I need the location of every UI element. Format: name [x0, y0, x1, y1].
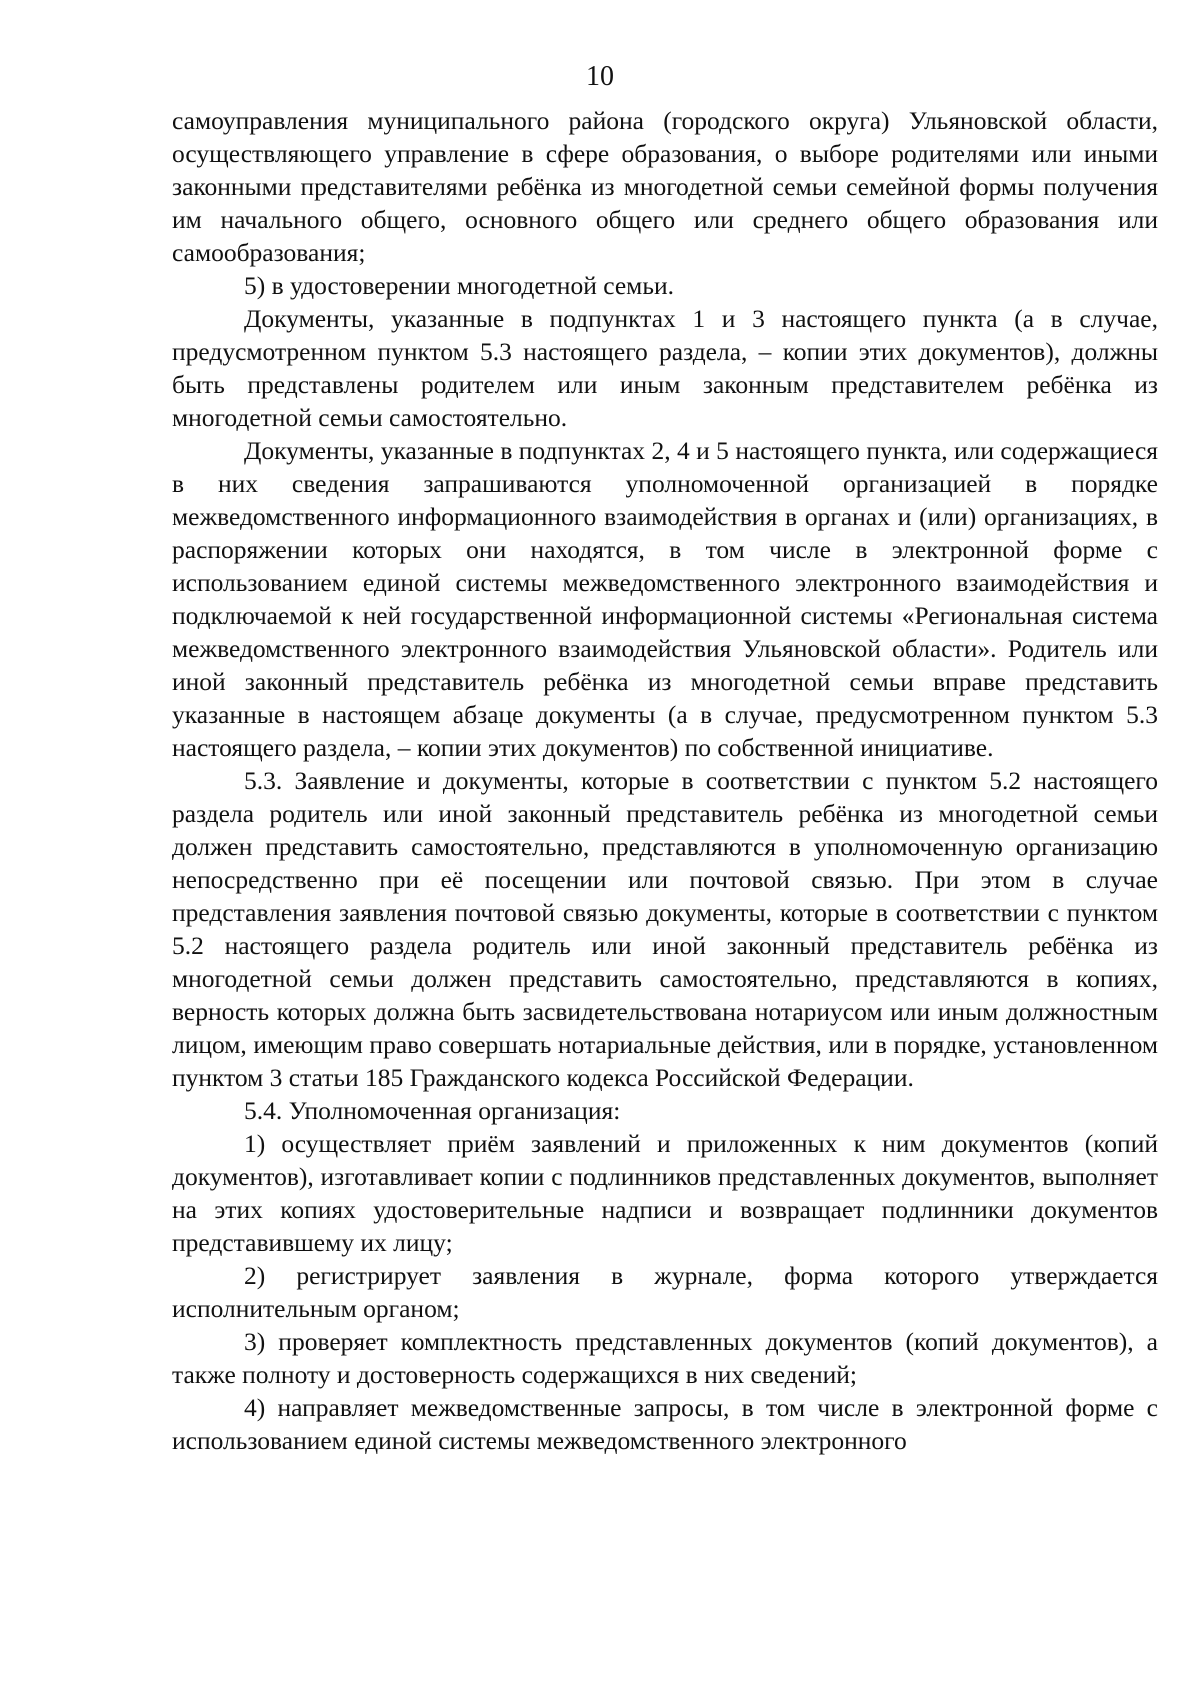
page-number: 10	[586, 61, 614, 92]
paragraph-section-5-4-item-3: 3) проверяет комплектность представленных документов (копий документов), а также полноту и достоверность содержащихся в них сведений;	[172, 1327, 1158, 1389]
paragraph-section-5-4-item-4: 4) направляет межведомственные запросы, в том числе в электронной форме с использованием единой системы межведомственного электронного	[172, 1393, 1158, 1455]
paragraph-documents-requested: Документы, указанные в подпунктах 2, 4 и 5 настоящего пункта, или содержащиеся в них сведения запрашиваются уполномоченной организацией в порядке межведомственного информационного взаимодействия в органах и (или) организациях, в распоряжении которых они находятся, в том числе в электронной форме с использованием единой системы межведомственного электронного взаимодействия и подключаемой к ней государственной информационной системы «Региональная система межведомственного электронного взаимодействия Ульяновской области». Родитель или иной законный представитель ребёнка из многодетной семьи вправе представить указанные в настоящем абзаце документы (а в случае, предусмотренном пунктом 5.3 настоящего раздела, – копии этих документов) по собственной инициативе.	[172, 436, 1158, 762]
paragraph-item-5: 5) в удостоверении многодетной семьи.	[244, 271, 674, 300]
paragraph-section-5-4-item-2: 2) регистрирует заявления в журнале, форма которого утверждается исполнительным органом;	[172, 1261, 1158, 1323]
paragraph-documents-self-submitted: Документы, указанные в подпунктах 1 и 3 настоящего пункта (а в случае, предусмотренном пунктом 5.3 настоящего раздела, – копии этих документов), должны быть представлены родителем или иным законным представителем ребёнка из многодетной семьи самостоятельно.	[172, 304, 1158, 432]
paragraph-continuation: самоуправления муниципального района (городского округа) Ульяновской области, осуществляющего управление в сфере образования, о выборе родителями или иными законными представителями ребёнка из многодетной семьи семейной формы получения им начального общего, основного общего или среднего общего образования или самообразования;	[172, 106, 1158, 267]
document-body	[172, 104, 1158, 1457]
paragraph-section-5-4-item-1: 1) осуществляет приём заявлений и приложенных к ним документов (копий документов), изготавливает копии с подлинников представленных документов, выполняет на этих копиях удостоверительные надписи и возвращает подлинники документов представившему их лицу;	[172, 1129, 1158, 1257]
paragraph-section-5-3: 5.3. Заявление и документы, которые в соответствии с пунктом 5.2 настоящего раздела родитель или иной законный представитель ребёнка из многодетной семьи должен представить самостоятельно, представляются в уполномоченную организацию непосредственно при её посещении или почтовой связью. При этом в случае представления заявления почтовой связью документы, которые в соответствии с пунктом 5.2 настоящего раздела родитель или иной законный представитель ребёнка из многодетной семьи должен представить самостоятельно, представляются в копиях, верность которых должна быть засвидетельствована нотариусом или иным должностным лицом, имеющим право совершать нотариальные действия, или в порядке, установленном пунктом 3 статьи 185 Гражданского кодекса Российской Федерации.	[172, 766, 1158, 1092]
paragraph-section-5-4-heading: 5.4. Уполномоченная организация:	[244, 1096, 621, 1125]
